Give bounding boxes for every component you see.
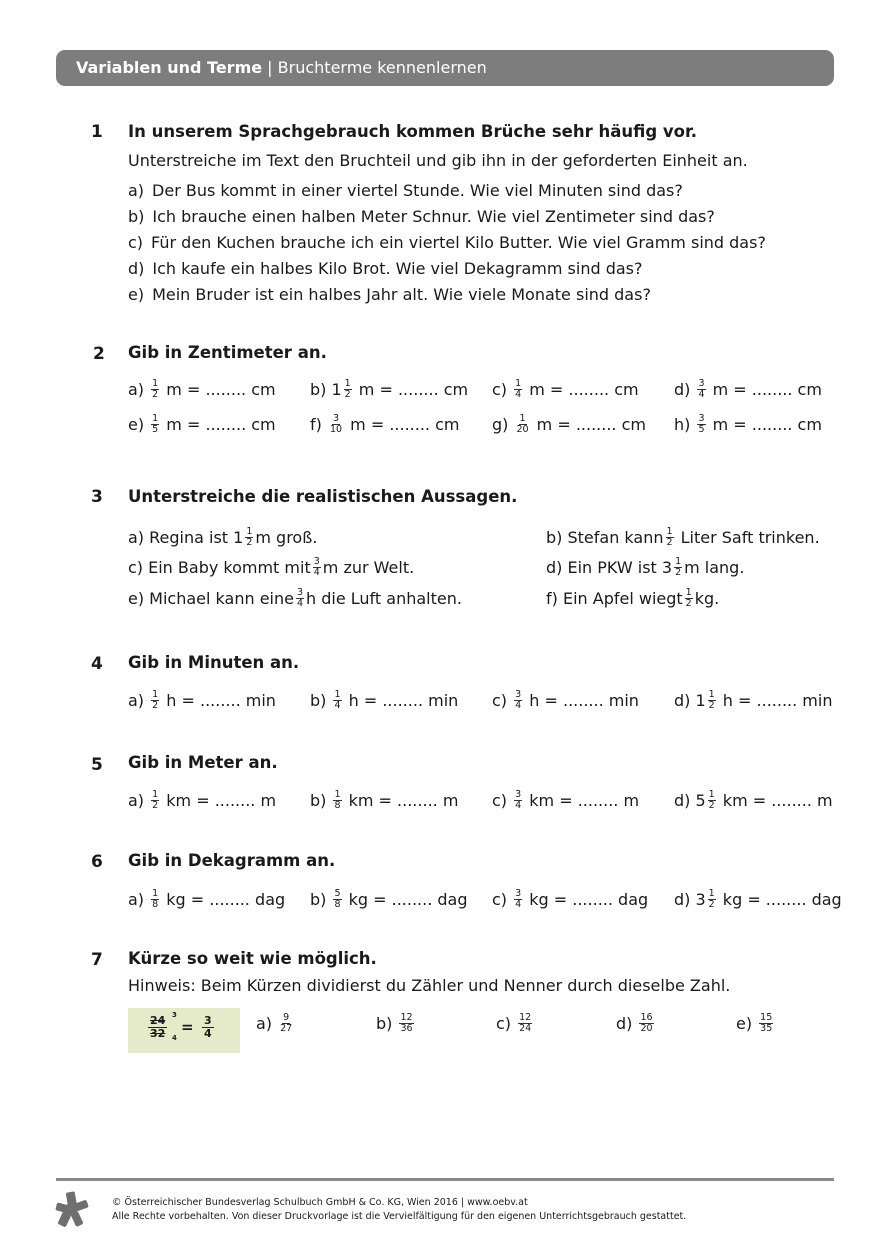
ex6-item — [674, 890, 842, 911]
ex7-item-fraction-denominator: 35 — [760, 1023, 773, 1034]
ex3-item-fraction-denominator: 2 — [685, 598, 692, 609]
ex3-item-text-after: h die Luft anhalten. — [306, 589, 462, 608]
ex2-item-fraction-denominator: 5 — [698, 424, 705, 435]
ex2-item-fraction-denominator: 4 — [515, 389, 522, 400]
ex1-item-c: c) Für den Kuchen brauche ich ein viertel Kilo Butter. Wie viel Gramm sind das? — [128, 233, 766, 252]
ex5-item-fraction — [333, 790, 341, 811]
example-result-denominator: 4 — [204, 1027, 212, 1040]
ex5-item-label: b) — [310, 791, 332, 810]
ex6-item-fraction-denominator: 8 — [334, 899, 341, 910]
ex2-item-fraction-denominator: 5 — [152, 424, 159, 435]
example-numerator: 24 — [150, 1014, 166, 1027]
header-title: Variablen und Terme — [76, 58, 263, 77]
ex6-item-label: b) — [310, 890, 332, 909]
ex6-item-fraction — [333, 889, 341, 910]
ex2-item-rest: m = ........ cm — [707, 415, 822, 434]
ex2-item-fraction — [151, 379, 159, 400]
ex2-item-fraction-numerator: 3 — [698, 378, 705, 389]
ex5-item-whole: 5 — [695, 791, 706, 810]
ex2-item-fraction — [514, 379, 522, 400]
ex4-item-rest: h = ........ min — [343, 691, 459, 710]
ex2-item — [674, 380, 822, 401]
ex5-item — [492, 791, 639, 812]
ex7-item-fraction-numerator: 15 — [760, 1012, 773, 1023]
ex4-item-label: a) — [128, 691, 150, 710]
ex2-item — [492, 380, 639, 401]
ex3-item — [546, 528, 820, 549]
ex7-item-fraction-numerator: 12 — [400, 1012, 413, 1023]
ex4-item-fraction — [333, 690, 341, 711]
ex2-item-fraction — [515, 414, 529, 435]
ex2-item-fraction-numerator: 1 — [515, 378, 522, 389]
ex3-item-text-after: m groß. — [255, 528, 318, 547]
ex3-item-text-before: e) Michael kann eine — [128, 589, 294, 608]
header-subtitle: Bruchterme kennenlernen — [277, 58, 487, 77]
example-equals: = — [181, 1018, 194, 1036]
ex5-item-fraction-numerator: 1 — [152, 789, 159, 800]
ex2-item-fraction-denominator: 4 — [698, 389, 705, 400]
ex5-item-rest: km = ........ m — [524, 791, 640, 810]
ex3-item-fraction-numerator: 1 — [666, 526, 673, 537]
ex2-item — [310, 415, 459, 436]
ex4-item-fraction-denominator: 2 — [152, 700, 159, 711]
ex4-item-fraction-denominator: 2 — [708, 700, 715, 711]
ex2-item-fraction — [344, 379, 352, 400]
ex4-item-fraction — [708, 690, 716, 711]
ex2-item — [310, 380, 468, 401]
ex2-item-rest: m = ........ cm — [531, 415, 646, 434]
ex3-item-fraction-denominator: 4 — [296, 598, 304, 609]
ex5-item-fraction-denominator: 2 — [708, 800, 715, 811]
ex5-item-label: a) — [128, 791, 150, 810]
ex6-item — [310, 890, 468, 911]
ex6-item — [128, 890, 285, 911]
ex4-item-label: c) — [492, 691, 513, 710]
ex6-number: 6 — [91, 852, 103, 872]
header-bar — [56, 50, 834, 86]
ex3-item-fraction-denominator: 4 — [313, 567, 320, 578]
ex7-number: 7 — [91, 950, 103, 970]
ex3-number: 3 — [91, 487, 103, 507]
ex6-item-label: a) — [128, 890, 150, 909]
ex2-item-rest: m = ........ cm — [161, 380, 276, 399]
ex2-item-rest: m = ........ cm — [161, 415, 276, 434]
ex3-item-fraction — [313, 557, 321, 578]
ex6-item-fraction-denominator: 8 — [152, 899, 159, 910]
footer-rule — [56, 1178, 834, 1181]
ex3-item-text-after: m lang. — [684, 558, 745, 577]
ex4-item — [310, 691, 458, 712]
ex6-item-fraction-denominator: 4 — [515, 899, 522, 910]
ex2-item — [128, 380, 276, 401]
ex1-item-a: a) Der Bus kommt in einer viertel Stunde. Wie viel Minuten sind das? — [128, 181, 683, 200]
ex5-item-fraction-numerator: 1 — [334, 789, 341, 800]
ex3-item-fraction — [674, 557, 682, 578]
ex2-number: 2 — [93, 344, 105, 364]
ex2-item-label: d) — [674, 380, 696, 399]
ex7-item-fraction — [759, 1013, 773, 1034]
ex2-item-label: f) — [310, 415, 327, 434]
ex3-item — [546, 558, 744, 579]
ex6-title: Gib in Dekagramm an. — [128, 851, 336, 870]
ex2-item-label: b) — [310, 380, 332, 399]
ex4-item-fraction-numerator: 1 — [334, 689, 341, 700]
footer-rights: Alle Rechte vorbehalten. Von dieser Druckvorlage ist die Vervielfältigung für den eigenen Unterrichtsgebrauch gestattet. — [112, 1211, 687, 1222]
ex4-item-rest: h = ........ min — [161, 691, 276, 710]
ex3-item — [128, 528, 317, 549]
ex5-item — [310, 791, 458, 812]
ex3-item-fraction-denominator: 2 — [666, 537, 673, 548]
example-fraction — [148, 1015, 167, 1040]
ex1-instruction: Unterstreiche im Text den Bruchteil und gib ihn in der geforderten Einheit an. — [128, 151, 748, 170]
ex6-item-label: d) — [674, 890, 696, 909]
example-numerator-reduced: 3 — [172, 1011, 177, 1019]
ex3-item-text-before: f) Ein Apfel wiegt — [546, 589, 683, 608]
ex4-item — [674, 691, 832, 712]
ex4-item-rest: h = ........ min — [524, 691, 639, 710]
ex2-item-fraction-denominator: 2 — [344, 389, 351, 400]
ex4-item-rest: h = ........ min — [717, 691, 833, 710]
ex3-item — [128, 558, 414, 579]
ex3-item-fraction-numerator: 1 — [246, 526, 253, 537]
ex1-number: 1 — [91, 122, 103, 142]
ex2-item-rest: m = ........ cm — [353, 380, 469, 399]
ex3-item-fraction-numerator: 3 — [296, 587, 304, 598]
ex5-number: 5 — [91, 755, 103, 775]
ex3-item-text-before: a) Regina ist 1 — [128, 528, 244, 547]
ex3-item-text-before: b) Stefan kann — [546, 528, 664, 547]
ex7-item-label: e) — [736, 1014, 758, 1033]
ex4-number: 4 — [91, 654, 103, 674]
ex2-item-rest: m = ........ cm — [524, 380, 639, 399]
ex2-item-rest: m = ........ cm — [707, 380, 822, 399]
ex7-example-box — [128, 1008, 240, 1053]
ex2-item-fraction-numerator: 1 — [152, 378, 159, 389]
ex7-item-fraction — [399, 1013, 413, 1034]
header-separator: | — [262, 58, 278, 77]
ex2-item-fraction-numerator: 3 — [332, 413, 340, 424]
ex2-item-fraction-numerator: 1 — [152, 413, 159, 424]
ex7-item — [256, 1014, 295, 1035]
ex2-item — [674, 415, 822, 436]
ex6-item-fraction-numerator: 1 — [708, 888, 715, 899]
ex5-item-rest: km = ........ m — [717, 791, 833, 810]
ex5-item-fraction-denominator: 8 — [334, 800, 341, 811]
ex7-item-fraction — [518, 1013, 532, 1034]
ex3-item-fraction-denominator: 2 — [675, 567, 682, 578]
ex3-item-fraction-denominator: 2 — [246, 537, 253, 548]
ex1-item-e: e) Mein Bruder ist ein halbes Jahr alt. Wie viele Monate sind das? — [128, 285, 651, 304]
ex7-item-fraction-denominator: 24 — [519, 1023, 532, 1034]
ex2-item-fraction — [697, 379, 705, 400]
ex6-item-fraction — [514, 889, 522, 910]
ex7-item-label: c) — [496, 1014, 517, 1033]
ex2-title: Gib in Zentimeter an. — [128, 343, 327, 362]
ex6-item-label: c) — [492, 890, 513, 909]
ex2-item-rest: m = ........ cm — [345, 415, 460, 434]
ex2-item-label: a) — [128, 380, 150, 399]
ex7-item-fraction-numerator: 9 — [283, 1012, 290, 1023]
ex4-item-whole: 1 — [695, 691, 706, 710]
ex2-item-fraction-numerator: 3 — [698, 413, 705, 424]
ex7-item-fraction-denominator: 20 — [640, 1023, 653, 1034]
ex5-item-fraction-denominator: 4 — [515, 800, 522, 811]
ex2-item-label: c) — [492, 380, 513, 399]
ex6-item-rest: kg = ........ dag — [717, 890, 842, 909]
ex2-item — [492, 415, 646, 436]
publisher-logo-icon — [54, 1190, 90, 1228]
ex4-item-fraction — [151, 690, 159, 711]
ex6-item-rest: kg = ........ dag — [524, 890, 649, 909]
ex3-item-text-after: Liter Saft trinken. — [675, 528, 820, 547]
ex5-item-label: c) — [492, 791, 513, 810]
ex4-item-label: b) — [310, 691, 332, 710]
ex2-item-fraction-denominator: 10 — [329, 424, 343, 435]
ex4-item-fraction — [514, 690, 522, 711]
ex2-item-fraction — [151, 414, 159, 435]
ex7-item — [736, 1014, 775, 1035]
example-result-numerator: 3 — [204, 1014, 212, 1027]
ex2-item-fraction — [697, 414, 705, 435]
ex4-item-fraction-numerator: 3 — [515, 689, 522, 700]
ex1-title: In unserem Sprachgebrauch kommen Brüche sehr häufig vor. — [128, 122, 698, 141]
ex2-item-whole: 1 — [331, 380, 342, 399]
ex2-item-fraction-numerator: 1 — [344, 378, 351, 389]
ex5-item-label: d) — [674, 791, 696, 810]
ex5-item-fraction-numerator: 1 — [708, 789, 715, 800]
ex7-item — [496, 1014, 534, 1035]
ex2-item-label: g) — [492, 415, 514, 434]
ex6-item-fraction-numerator: 3 — [515, 888, 522, 899]
ex7-item-fraction — [279, 1013, 293, 1034]
ex7-hint: Hinweis: Beim Kürzen dividierst du Zähler und Nenner durch dieselbe Zahl. — [128, 976, 731, 995]
footer-copyright: © Österreichischer Bundesverlag Schulbuch GmbH & Co. KG, Wien 2016 | www.oebv.at — [112, 1197, 528, 1208]
ex2-item-fraction-denominator: 2 — [152, 389, 159, 400]
ex3-item-fraction — [245, 527, 253, 548]
ex2-item — [128, 415, 276, 436]
ex6-item-rest: kg = ........ dag — [343, 890, 468, 909]
ex4-title: Gib in Minuten an. — [128, 653, 300, 672]
ex7-item-fraction-denominator: 36 — [400, 1023, 413, 1034]
ex7-item-label: d) — [616, 1014, 638, 1033]
ex7-item-label: b) — [376, 1014, 398, 1033]
ex1-item-b: b) Ich brauche einen halben Meter Schnur. Wie viel Zentimeter sind das? — [128, 207, 715, 226]
ex5-item-fraction — [151, 790, 159, 811]
ex6-item-fraction-numerator: 1 — [152, 888, 159, 899]
ex4-item — [492, 691, 639, 712]
ex6-item-rest: kg = ........ dag — [161, 890, 286, 909]
ex5-item-fraction — [708, 790, 716, 811]
ex2-item-label: e) — [128, 415, 150, 434]
ex3-item-fraction-numerator: 1 — [685, 587, 692, 598]
ex5-item-fraction — [514, 790, 522, 811]
ex5-item-rest: km = ........ m — [343, 791, 459, 810]
ex3-item-fraction-numerator: 1 — [675, 556, 682, 567]
ex3-title: Unterstreiche die realistischen Aussagen. — [128, 487, 518, 506]
ex6-item-whole: 3 — [695, 890, 706, 909]
ex3-item-text-after: kg. — [694, 589, 720, 608]
ex3-item-fraction — [685, 588, 693, 609]
ex7-item-fraction — [639, 1013, 653, 1034]
ex7-item — [376, 1014, 416, 1035]
ex5-item-fraction-numerator: 3 — [515, 789, 522, 800]
ex3-item-text-before: d) Ein PKW ist 3 — [546, 558, 673, 577]
ex5-title: Gib in Meter an. — [128, 753, 278, 772]
ex4-item-fraction-denominator: 4 — [334, 700, 341, 711]
ex7-item-fraction-numerator: 12 — [519, 1012, 532, 1023]
example-result — [202, 1015, 214, 1040]
ex3-item-text-before: c) Ein Baby kommt mit — [128, 558, 311, 577]
ex6-item-fraction-denominator: 2 — [708, 899, 715, 910]
ex4-item-fraction-numerator: 1 — [152, 689, 159, 700]
ex3-item — [128, 589, 462, 610]
ex5-item-rest: km = ........ m — [161, 791, 277, 810]
ex7-item — [616, 1014, 656, 1035]
ex6-item — [492, 890, 648, 911]
ex3-item-fraction-numerator: 3 — [313, 556, 320, 567]
ex2-item-fraction-numerator: 1 — [519, 413, 526, 424]
ex2-item-fraction — [329, 414, 343, 435]
ex5-item-fraction-denominator: 2 — [152, 800, 159, 811]
ex4-item — [128, 691, 276, 712]
ex7-title: Kürze so weit wie möglich. — [128, 949, 377, 968]
ex4-item-label: d) — [674, 691, 696, 710]
ex3-item — [546, 589, 719, 610]
ex2-item-label: h) — [674, 415, 696, 434]
ex4-item-fraction-denominator: 4 — [515, 700, 522, 711]
ex1-item-d: d) Ich kaufe ein halbes Kilo Brot. Wie viel Dekagramm sind das? — [128, 259, 643, 278]
ex5-item — [674, 791, 833, 812]
ex7-item-fraction-numerator: 16 — [640, 1012, 653, 1023]
ex3-item-text-after: m zur Welt. — [322, 558, 415, 577]
ex7-item-label: a) — [256, 1014, 278, 1033]
example-denominator-reduced: 4 — [172, 1034, 177, 1042]
ex6-item-fraction-numerator: 5 — [334, 888, 341, 899]
ex6-item-fraction — [708, 889, 716, 910]
ex7-item-fraction-denominator: 27 — [280, 1023, 293, 1034]
ex3-item-fraction — [666, 527, 674, 548]
ex4-item-fraction-numerator: 1 — [708, 689, 715, 700]
example-denominator: 32 — [150, 1027, 166, 1040]
ex6-item-fraction — [151, 889, 159, 910]
ex5-item — [128, 791, 276, 812]
ex2-item-fraction-denominator: 20 — [516, 424, 529, 435]
ex3-item-fraction — [296, 588, 304, 609]
